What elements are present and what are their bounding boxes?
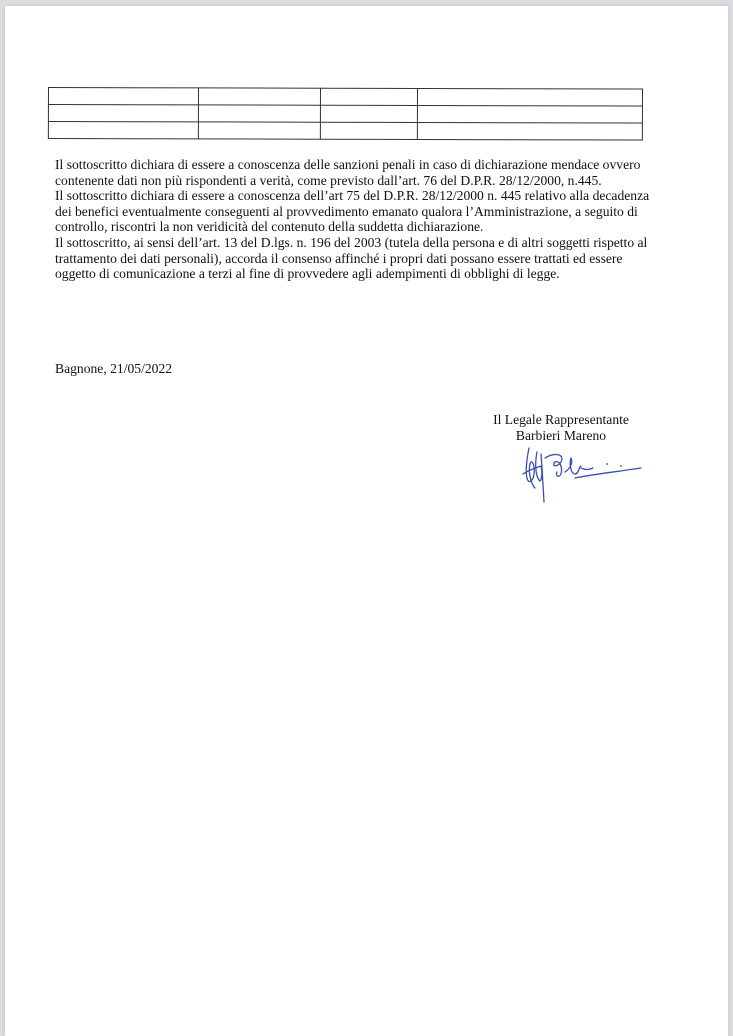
document-page xyxy=(5,6,728,1036)
table-cell xyxy=(320,88,418,105)
table-cell xyxy=(418,105,643,123)
table-row xyxy=(48,122,642,141)
signatory-role: Il Legale Rappresentante xyxy=(493,412,629,427)
table-cell xyxy=(48,105,198,122)
table-row xyxy=(48,105,642,124)
table-cell xyxy=(48,122,198,139)
table-cell xyxy=(418,122,643,140)
table-cell xyxy=(320,105,418,122)
handwritten-signature-icon xyxy=(515,444,645,506)
table-cell xyxy=(320,122,418,139)
signature-block xyxy=(481,412,641,443)
paragraph-penalties: Il sottoscritto dichiara di essere a conoscenza delle sanzioni penali in caso di dichiarazione mendace ovvero contenente dati non più rispondenti a verità, come previsto dall’art. 76 del D.P.R. 28/12/2000, n.445. xyxy=(55,157,641,188)
paragraph-privacy-consent: Il sottoscritto, ai sensi dell’art. 13 del D.lgs. n. 196 del 2003 (tutela della persona e di altri soggetti rispetto al trattamento dei dati personali), accorda il consenso affinché i propri dati possano essere trattati ed essere oggetto di comunicazione a terzi al fine di provvedere agli adempimenti di obblighi di legge. xyxy=(55,234,648,282)
declaration-body xyxy=(55,157,655,282)
signatory-name: Barbieri Mareno xyxy=(515,427,607,443)
paragraph-benefits-forfeiture: Il sottoscritto dichiara di essere a conoscenza dell’art 75 del D.P.R. 28/12/2000 n. 445 relativo alla decadenza dei benefici eventualmente conseguenti al provvedimento emanato qualora l’Amministrazione, a seguito di controllo, riscontri la non veridicità del contenuto della suddetta dichiarazione. xyxy=(55,188,650,235)
table-cell xyxy=(418,88,643,106)
empty-table xyxy=(48,87,643,141)
table-cell xyxy=(48,88,198,105)
table-cell xyxy=(198,88,320,105)
table-row xyxy=(48,88,642,107)
place-and-date: Bagnone, 21/05/2022 xyxy=(55,361,173,376)
table-cell xyxy=(198,122,320,139)
table-cell xyxy=(198,105,320,122)
